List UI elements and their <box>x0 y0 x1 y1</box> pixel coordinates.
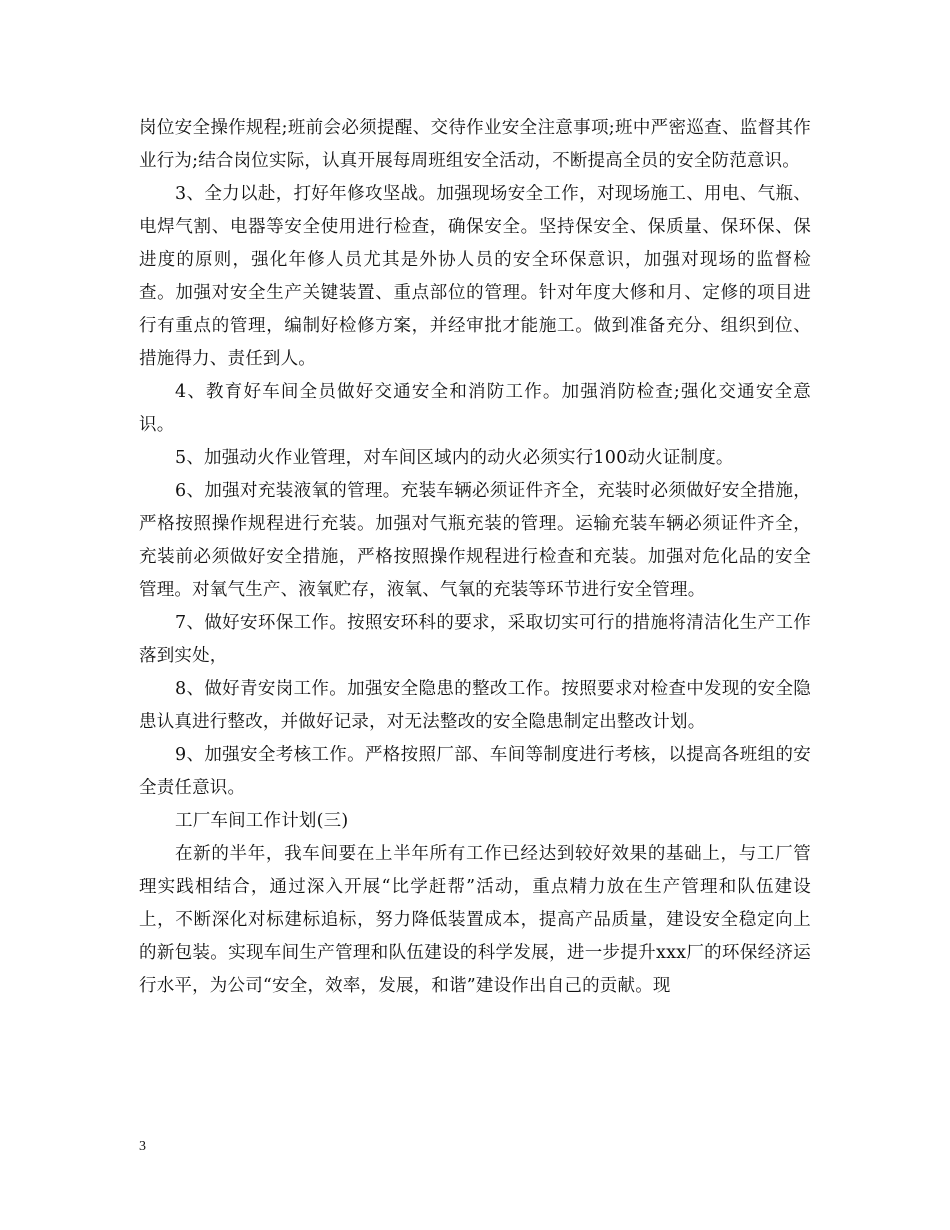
paragraph-item-7: 7、做好安环保工作。按照安环科的要求，采取切实可行的措施将清洁化生产工作落到实处， <box>139 613 811 666</box>
paragraph-continuation: 岗位安全操作规程;班前会必须提醒、交待作业安全注意事项;班中严密巡查、监督其作业行为;结合岗位实际，认真开展每周班组安全活动，不断提高全员的安全防范意识。 <box>139 118 811 171</box>
paragraph-item-8: 8、做好青安岗工作。加强安全隐患的整改工作。按照要求对检查中发现的安全隐患认真进行整改，并做好记录，对无法整改的安全隐患制定出整改计划。 <box>139 679 811 732</box>
paragraph-item-9: 9、加强安全考核工作。严格按照厂部、车间等制度进行考核，以提高各班组的安全责任意识。 <box>139 745 811 798</box>
document-body <box>139 112 811 1003</box>
paragraph-intro: 在新的半年，我车间要在上半年所有工作已经达到较好效果的基础上，与工厂管理实践相结合，通过深入开展“比学赶帮”活动，重点精力放在生产管理和队伍建设上，不断深化对标建标追标，努力降低装置成本，提高产品质量，建设安全稳定向上的新包装。实现车间生产管理和队伍建设的科学发展，进一步提升xxx厂的环保经济运行水平，为公司“安全，效率，发展，和谐”建设作出自己的贡献。现 <box>139 844 811 996</box>
page-number: 3 <box>139 1139 146 1154</box>
section-heading: 工厂车间工作计划(三) <box>175 811 349 831</box>
paragraph-item-4: 4、教育好车间全员做好交通安全和消防工作。加强消防检查;强化交通安全意识。 <box>139 382 811 435</box>
paragraph-item-6: 6、加强对充装液氧的管理。充装车辆必须证件齐全，充装时必须做好安全措施，严格按照操作规程进行充装。加强对气瓶充装的管理。运输充装车辆必须证件齐全，充装前必须做好安全措施，严格按照操作规程进行检查和充装。加强对危化品的安全管理。对氧气生产、液氧贮存，液氧、气氧的充装等环节进行安全管理。 <box>139 481 811 600</box>
paragraph-item-3: 3、全力以赴，打好年修攻坚战。加强现场安全工作，对现场施工、用电、气瓶、电焊气割、电器等安全使用进行检查，确保安全。坚持保安全、保质量、保环保、保进度的原则，强化年修人员尤其是外协人员的安全环保意识，加强对现场的监督检查。加强对安全生产关键装置、重点部位的管理。针对年度大修和月、定修的项目进行有重点的管理，编制好检修方案，并经审批才能施工。做到准备充分、组织到位、措施得力、责任到人。 <box>139 184 811 369</box>
paragraph-item-5: 5、加强动火作业管理，对车间区域内的动火必须实行100动火证制度。 <box>175 448 734 468</box>
